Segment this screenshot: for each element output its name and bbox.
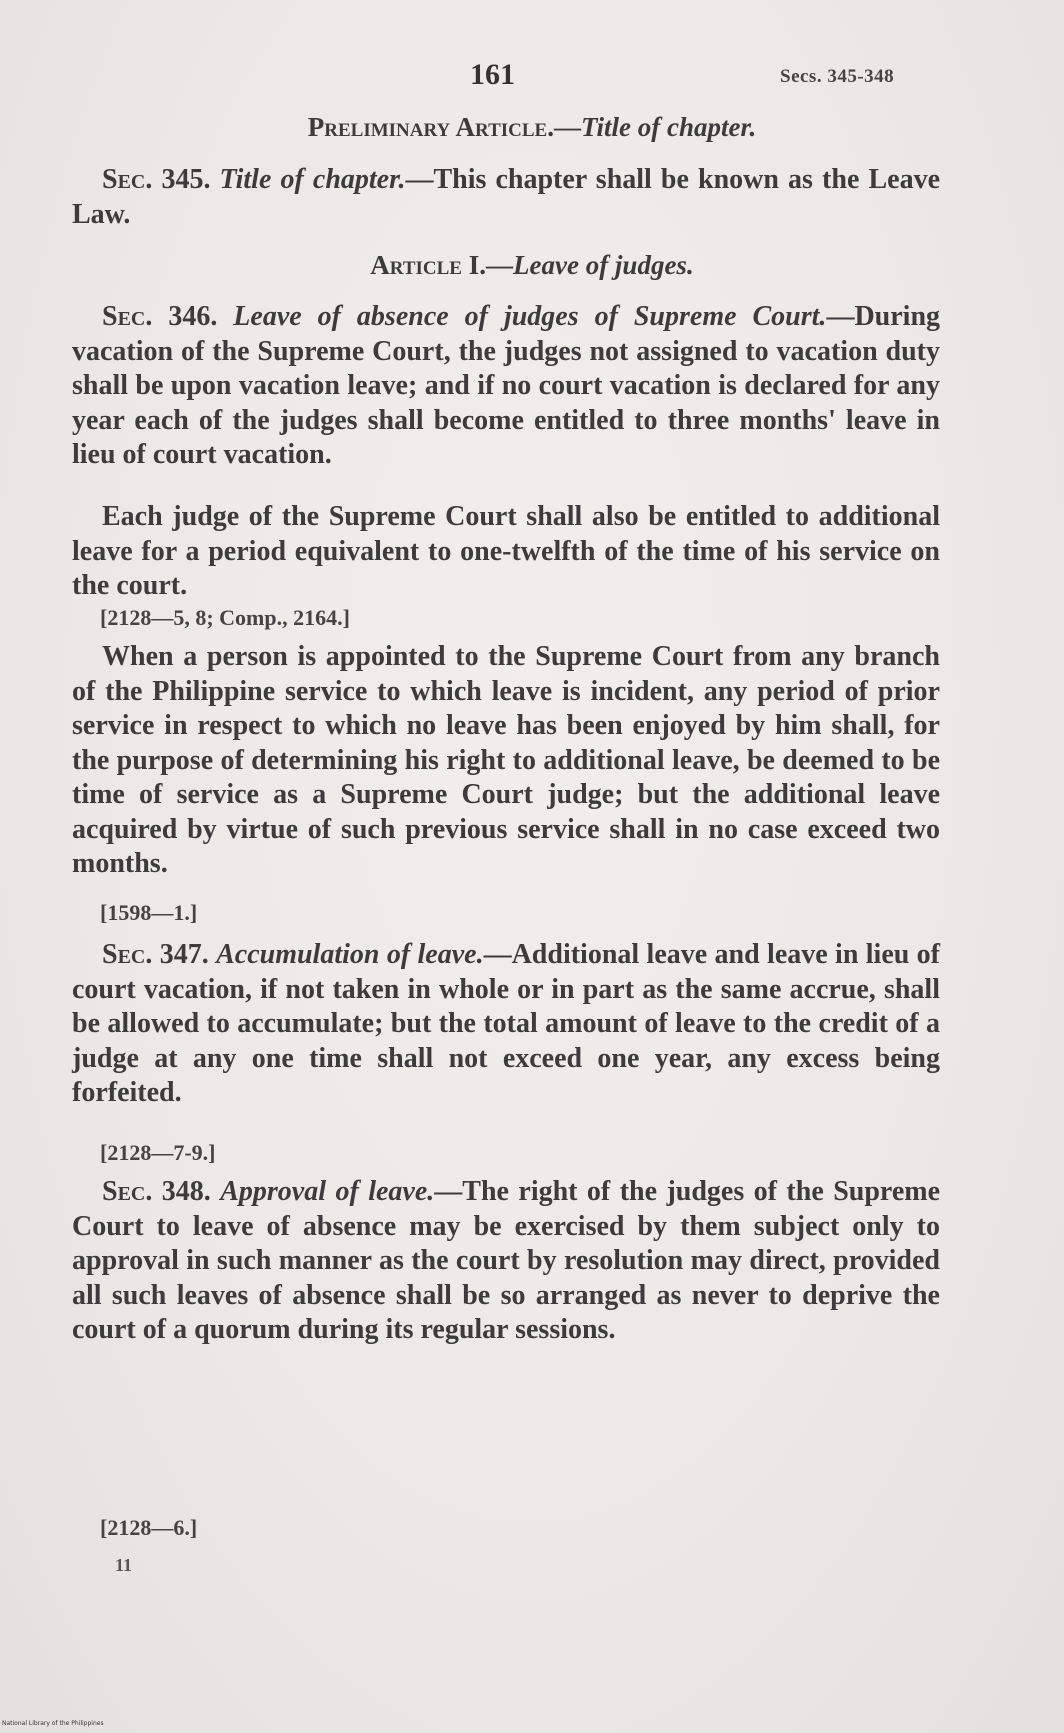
article-1-label: Article I.—: [370, 250, 513, 280]
section-345-body: —This chapter shall be known as the Leave Law.: [72, 164, 940, 230]
section-346-citation-2: [1598—1.]: [100, 900, 198, 925]
section-347-body: —Additional leave and leave in lieu of court vacation, if not taken in whole or in part as the same accrue, shall be allowed to accumulate; but the total amount of leave to the credit of a judge at any one time shall not exceed one year, any excess being forfeited.: [72, 939, 941, 1108]
section-346-paragraph-2: Each judge of the Supreme Court shall also be entitled to additional leave for a period equivalent to one-twelfth of the time of his service on the court.: [72, 501, 940, 601]
article-1-title: Leave of judges.: [513, 250, 694, 280]
section-346-citation-1: [2128—5, 8; Comp., 2164.]: [100, 605, 350, 630]
preliminary-article-label: Preliminary Article.—: [307, 112, 581, 142]
signature-mark: 11: [115, 1555, 133, 1575]
section-347-label: Sec. 347.: [102, 939, 209, 970]
page-number: 161: [470, 58, 515, 91]
section-348-body: —The right of the judges of the Supreme Court to leave of absence may be exercised by them subject only to approval in such manner as the court by resolution may direct, provided all such leaves of absence shall be so arranged as never to deprive the court of a quorum during its regular sessions.: [72, 1176, 941, 1345]
section-345-label: Sec. 345.: [102, 164, 211, 195]
section-348: [72, 1175, 940, 1348]
section-346: [72, 300, 940, 473]
section-346-label: Sec. 346.: [102, 301, 218, 332]
library-credit: National Library of the Philippines: [2, 1720, 104, 1727]
section-346-body: —During vacation of the Supreme Court, the judges not assigned to vacation duty shall be upon vacation leave; and if no court vacation is declared for any year each of the judges shall become entitled to three months' leave in lieu of court vacation.: [72, 301, 941, 470]
article-1-heading: [0, 250, 1064, 281]
section-range: Secs. 345-348: [780, 66, 895, 87]
section-347: [72, 938, 940, 1111]
section-347-title: Accumulation of leave.: [216, 939, 484, 970]
section-348-title: Approval of leave.: [220, 1176, 435, 1207]
preliminary-article-heading: [0, 112, 1064, 143]
preliminary-article-title: Title of chapter.: [580, 112, 757, 142]
section-348-label: Sec. 348.: [102, 1176, 211, 1207]
page-header: [0, 58, 1064, 98]
section-348-citation: [2128—6.]: [100, 1515, 198, 1540]
section-347-citation: [2128—7-9.]: [100, 1140, 216, 1165]
section-346-paragraph-3: When a person is appointed to the Supreme Court from any branch of the Philippine service to which leave is incident, any period of prior service in respect to which no leave has been enjoyed by him shall, for the purpose of determining his right to additional leave, be deemed to be time of service as a Supreme Court judge; but the additional leave acquired by virtue of such previous service shall in no case exceed two months.: [72, 641, 940, 879]
section-346-title: Leave of absence of judges of Supreme Court.: [233, 301, 827, 332]
section-345: [72, 163, 940, 232]
section-345-title: Title of chapter.: [219, 164, 406, 195]
